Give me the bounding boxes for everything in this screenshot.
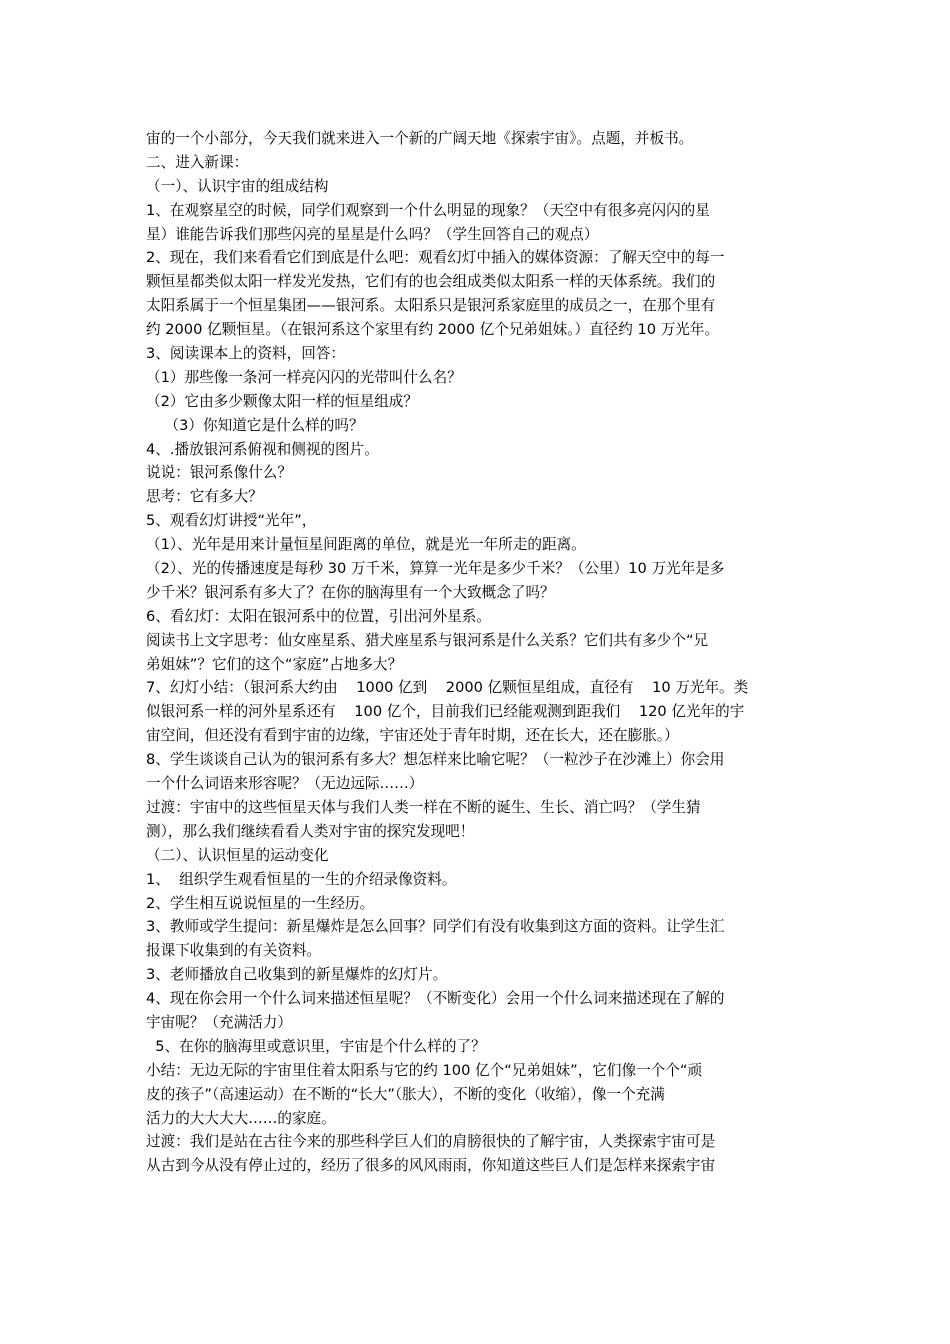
text-line: 报课下收集到的有关资料。 <box>146 942 322 960</box>
text-line: 2、现在，我们来看看它们到底是什么吧：观看幻灯中插入的媒体资源：了解天空中的每一 <box>146 249 725 267</box>
text-line: 星）谁能告诉我们那些闪亮的星星是什么吗？（学生回答自己的观点） <box>146 225 599 243</box>
text-line: 活力的大大大大……的家庭。 <box>146 1109 336 1127</box>
text-line: 弟姐妹”？它们的这个“家庭”占地多大？ <box>146 655 403 673</box>
text-line: 6、看幻灯：太阳在银河系中的位置，引出河外星系。 <box>146 607 491 625</box>
text-line: 太阳系属于一个恒星集团——银河系。太阳系只是银河系家庭里的成员之一，在那个里有 <box>146 297 716 315</box>
text-line: 过渡：宇宙中的这些恒星天体与我们人类一样在不断的诞生、生长、消亡吗？（学生猜 <box>146 798 701 816</box>
text-line: 宙空间，但还没有看到宇宙的边缘，宇宙还处于青年时期，还在长大，还在膨胀。） <box>146 727 679 745</box>
text-line: 3、教师或学生提问：新星爆炸是怎么回事？同学们有没有收集到这方面的资料。让学生汇 <box>146 918 725 936</box>
text-line: 宙的一个小部分，今天我们就来进入一个新的广阔天地《探索宇宙》。点题，并板书。 <box>146 130 694 147</box>
text-line: 测），那么我们继续看看人类对宇宙的探究发现吧！ <box>146 822 475 840</box>
text-line: （2）它由多少颗像太阳一样的恒星组成？ <box>146 392 418 410</box>
text-line: 3、阅读课本上的资料，回答： <box>146 345 346 363</box>
document-body <box>146 127 814 1178</box>
text-line: 一个什么词语来形容呢？（无边远际……） <box>146 775 424 793</box>
text-line: 从古到今从没有停止过的，经历了很多的风风雨雨，你知道这些巨人们是怎样来探索宇宙 <box>146 1157 716 1175</box>
text-line: 少千米？银河系有多大了？在你的脑海里有一个大致概念了吗？ <box>146 583 555 601</box>
text-line: 4、.播放银河系俯视和侧视的图片。 <box>146 440 379 458</box>
text-line: 7、幻灯小结：（银河系大约由 1000 亿到 2000 亿颗恒星组成，直径有 10 万光年。类 <box>146 679 749 697</box>
text-line: （1）、光年是用来计量恒星间距离的单位，就是光一年所走的距离。 <box>146 536 586 554</box>
text-line: 思考：它有多大？ <box>146 488 263 506</box>
text-line: 1、在观察星空的时候，同学们观察到一个什么明显的现象？（天空中有很多亮闪闪的星 <box>146 201 710 219</box>
text-line: 皮的孩子”（高速运动）在不断的“长大”（胀大），不断的变化（收缩），像一个充满 <box>146 1085 665 1103</box>
text-line: （2）、光的传播速度是每秒 30 万千米，算算一光年是多少千米？（公里）10 万光年是多 <box>146 560 725 578</box>
text-line: （一）、认识宇宙的组成结构 <box>146 177 329 195</box>
text-line: 2、学生相互说说恒星的一生经历。 <box>146 894 375 912</box>
text-line: 宇宙呢？（充满活力） <box>146 1013 292 1031</box>
text-line: 似银河系一样的河外星系还有 100 亿个，目前我们已经能观测到距我们 120 亿光年的宇 <box>146 703 745 721</box>
text-line: 二、进入新课： <box>146 153 249 171</box>
text-line: 3、老师播放自己收集到的新星爆炸的幻灯片。 <box>146 966 448 984</box>
text-line: （二）、认识恒星的运动变化 <box>146 846 329 864</box>
text-line: （1）那些像一条河一样亮闪闪的光带叫什么名？ <box>146 368 462 386</box>
text-line: 约 2000 亿颗恒星。（在银河系这个家里有约 2000 亿个兄弟姐妹。）直径约 10 万光年。 <box>146 321 720 339</box>
text-line: 阅读书上文字思考：仙女座星系、猎犬座星系与银河系是什么关系？它们共有多少个“兄 <box>146 631 709 649</box>
text-line: 1、 组织学生观看恒星的一生的介绍录像资料。 <box>146 870 457 888</box>
text-line: 说说：银河系像什么？ <box>146 464 292 482</box>
text-line: 过渡：我们是站在古往今来的那些科学巨人们的肩膀很快的了解宇宙，人类探索宇宙可是 <box>146 1133 716 1151</box>
text-line: 4、现在你会用一个什么词来描述恒星呢？（不断变化）会用一个什么词来描述现在了解的 <box>146 990 725 1008</box>
text-line: 5、在你的脑海里或意识里，宇宙是个什么样的了？ <box>146 1037 486 1055</box>
text-line: 小结：无边无际的宇宙里住着太阳系与它的约 100 亿个“兄弟姐妹”，它们像一个个“顽 <box>146 1061 703 1079</box>
text-line: 颗恒星都类似太阳一样发光发热，它们有的也会组成类似太阳系一样的天体系统。我们的 <box>146 273 716 291</box>
text-line: 5、观看幻灯讲授“光年”， <box>146 512 317 530</box>
text-line: （3）你知道它是什么样的吗？ <box>146 416 364 434</box>
text-line: 8、学生谈谈自己认为的银河系有多大？想怎样来比喻它呢？（一粒沙子在沙滩上）你会用 <box>146 751 725 769</box>
